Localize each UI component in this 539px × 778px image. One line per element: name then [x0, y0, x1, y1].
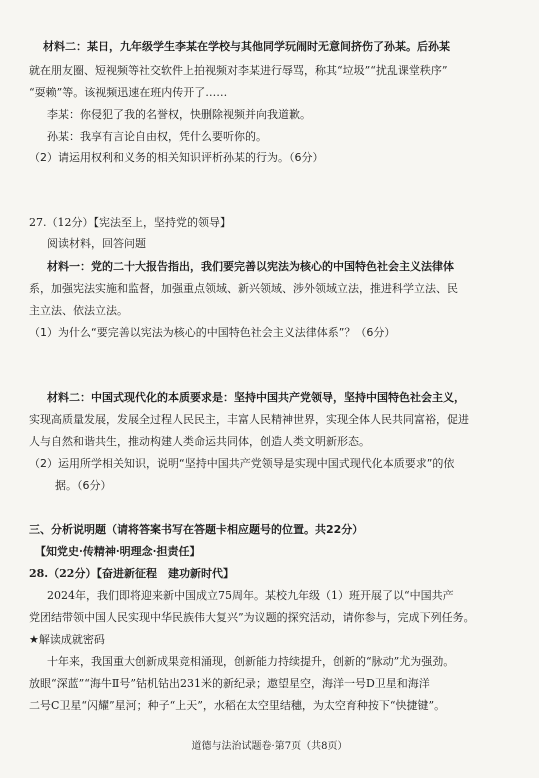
q28-para-line2: 放眼“深蓝”“海牛Ⅱ号”钻机钻出231米的新纪录；遨望星空，海洋一号D卫星和海洋: [29, 677, 430, 690]
q28-task-heading: ★解读成就密码: [29, 633, 105, 646]
section-3-theme: 【知党史·传精神·明理念·担责任】: [35, 545, 201, 558]
q27-material1-line3: 主立法、依法立法。: [29, 304, 128, 317]
q27-material2-line1: 材料二：中国式现代化的本质要求是：坚持中国共产党领导，坚持中国特色社会主义，: [47, 391, 465, 404]
question-27-1: （1）为什么“要完善以宪法为核心的中国特色社会主义法律体系”？（6分）: [29, 326, 396, 339]
q28-intro-line2: 党团结带领中国人民实现中华民族伟大复兴”为议题的探究活动，请你参与，完成下列任务。: [29, 611, 475, 624]
q27-material2-line3: 人与自然和谐共生，推动构建人类命运共同体，创造人类文明新形态。: [29, 435, 370, 448]
q27-material1-line2: 系，加强宪法实施和监督，加强重点领域、新兴领域、涉外领域立法，推进科学立法、民: [29, 282, 458, 295]
question-28-title: 28.（22分）【奋进新征程 建功新时代】: [29, 567, 234, 580]
dialogue-li: 李某：你侵犯了我的名誉权，快删除视频并向我道歉。: [47, 108, 311, 121]
section-3-heading: 三、分析说明题（请将答案书写在答题卡相应题号的位置。共22分）: [29, 523, 364, 536]
q28-para-line3: 二号C卫星“闪耀”星河；种子“上天”，水稻在太空里结穗，为太空育种按下“快捷键”。: [29, 699, 446, 712]
q28-intro-line1: 2024年，我们即将迎来新中国成立75周年。某校九年级（1）班开展了以“中国共产: [47, 589, 454, 602]
question-27-title: 27.（12分）【宪法至上，坚持党的领导】: [29, 216, 231, 229]
question-26-2: （2）请运用权利和义务的相关知识评析孙某的行为。（6分）: [29, 151, 324, 164]
material2-line3: “耍赖”等。该视频迅速在班内传开了……: [29, 86, 228, 99]
dialogue-sun: 孙某：我享有言论自由权，凭什么要听你的。: [47, 130, 267, 143]
material2-line2: 就在朋友圈、短视频等社交软件上拍视频对李某进行辱骂，称其“垃圾”“扰乱课堂秩序”: [29, 64, 448, 77]
question-27-2-line2: 据。（6分）: [55, 479, 112, 492]
page-footer: 道德与法治试题卷·第7页（共8页）: [191, 741, 348, 752]
q28-para-line1: 十年来，我国重大创新成果竞相涌现，创新能力持续提升，创新的“脉动”尤为强劲。: [47, 655, 455, 668]
material2-line1: 材料二：某日，九年级学生李某在学校与其他同学玩闹时无意间挤伤了孙某。后孙某: [43, 40, 450, 53]
q27-material2-line2: 实现高质量发展，发展全过程人民民主，丰富人民精神世界，实现全体人民共同富裕，促进: [29, 413, 469, 426]
q27-material1-line1: 材料一：党的二十大报告指出，我们要完善以宪法为核心的中国特色社会主义法律体: [47, 260, 454, 273]
question-27-instruction: 阅读材料，回答问题: [47, 237, 146, 250]
question-27-2-line1: （2）运用所学相关知识，说明“坚持中国共产党领导是实现中国式现代化本质要求”的依: [29, 457, 455, 470]
